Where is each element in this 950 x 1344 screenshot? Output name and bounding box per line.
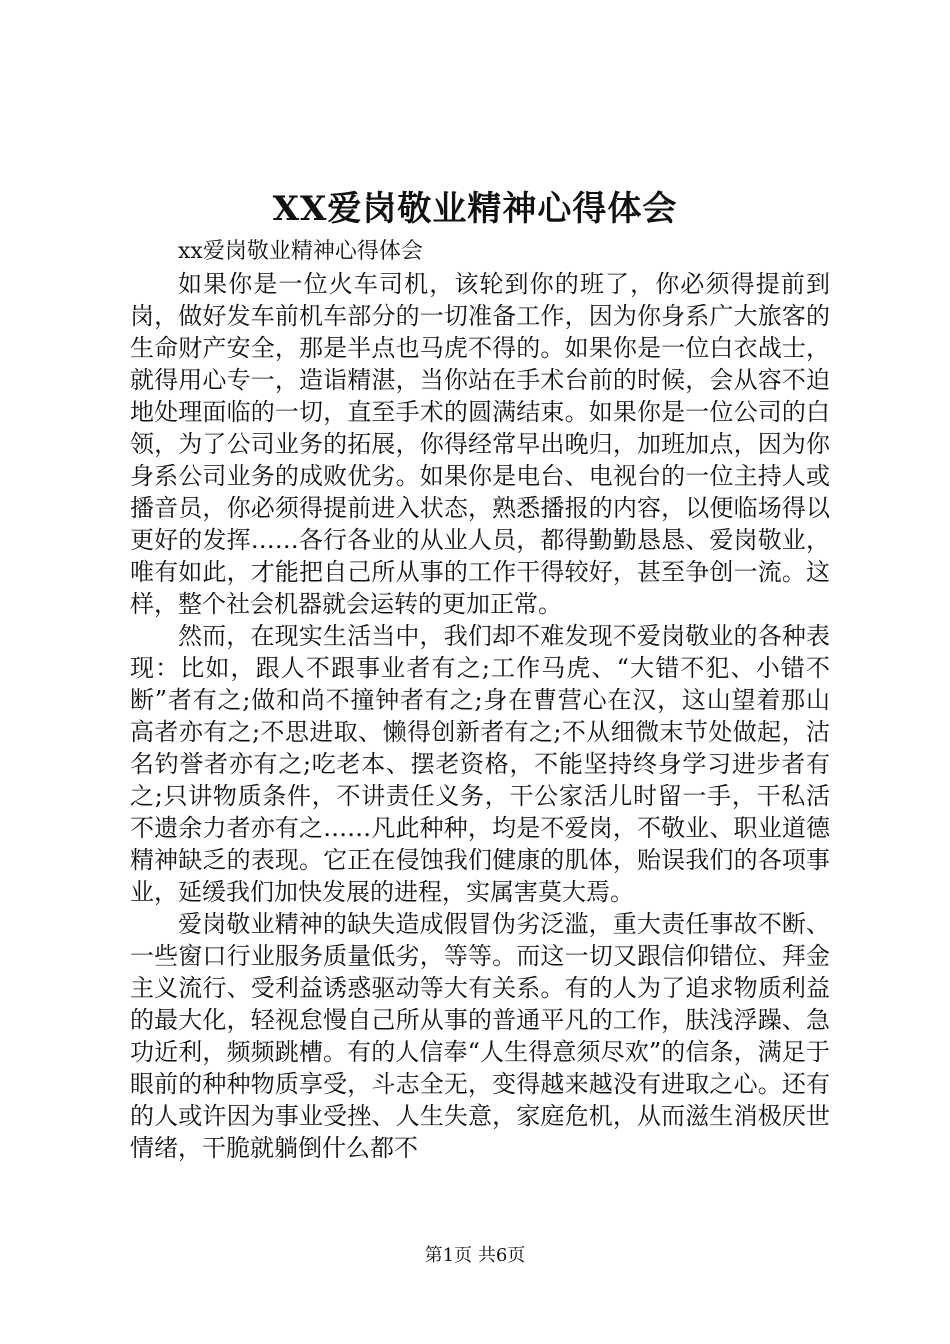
page-footer: 第1页 共6页: [424, 1245, 526, 1266]
paragraph-3: 爱岗敬业精神的缺失造成假冒伪劣泛滥，重大责任事故不断、一些窗口行业服务质量低劣，等等。而这一切又跟信仰错位、拜金主义流行、受利益诱惑驱动等大有关系。有的人为了追求物质利益的最大化，轻视怠慢自己所从事的普通平凡的工作，肤浅浮躁、急功近利，频频跳槽。有的人信奉“人生得意须尽欢”的信条，满足于眼前的种种物质享受，斗志全无，变得越来越没有进取之心。还有的人或许因为事业受挫、人生失意，家庭危机，从而滋生消极厌世情绪，干脆就躺倒什么都不: [130, 910, 830, 1162]
document-subtitle: xx爱岗敬业精神心得体会: [178, 239, 423, 264]
paragraph-1: 如果你是一位火车司机，该轮到你的班了，你必须得提前到岗，做好发车前机车部分的一切准备工作，因为你身系广大旅客的生命财产安全，那是半点也马虎不得的。如果你是一位白衣战士，就得用心专一，造诣精湛，当你站在手术台前的时候，会从容不迫地处理面临的一切，直至手术的圆满结束。如果你是一位公司的白领，为了公司业务的拓展，你得经常早出晚归，加班加点，因为你身系公司业务的成败优劣。如果你是电台、电视台的一位主持人或播音员，你必须得提前进入状态，熟悉播报的内容，以便临场得以更好的发挥……各行各业的从业人员，都得勤勤恳恳、爱岗敬业，唯有如此，才能把自己所从事的工作干得较好，甚至争创一流。这样，整个社会机器就会运转的更加正常。: [130, 270, 830, 618]
document-title: XX爱岗敬业精神心得体会: [272, 189, 678, 229]
document-body: [130, 268, 830, 1164]
paragraph-2: 然而，在现实生活当中，我们却不难发现不爱岗敬业的各种表现：比如，跟人不跟事业者有之;工作马虎、“大错不犯、小错不断”者有之;做和尚不撞钟者有之;身在曹营心在汉，这山望着那山高者亦有之;不思进取、懒得创新者有之;不从细微末节处做起，沽名钓誉者亦有之;吃老本、摆老资格，不能坚持终身学习进步者有之;只讲物质条件，不讲责任义务，干公家活儿时留一手，干私活不遗余力者亦有之……凡此种种，均是不爱岗，不敬业、职业道德精神缺乏的表现。它正在侵蚀我们健康的肌体，贻误我们的各项事业，延缓我们加快发展的进程，实属害莫大焉。: [130, 622, 830, 906]
